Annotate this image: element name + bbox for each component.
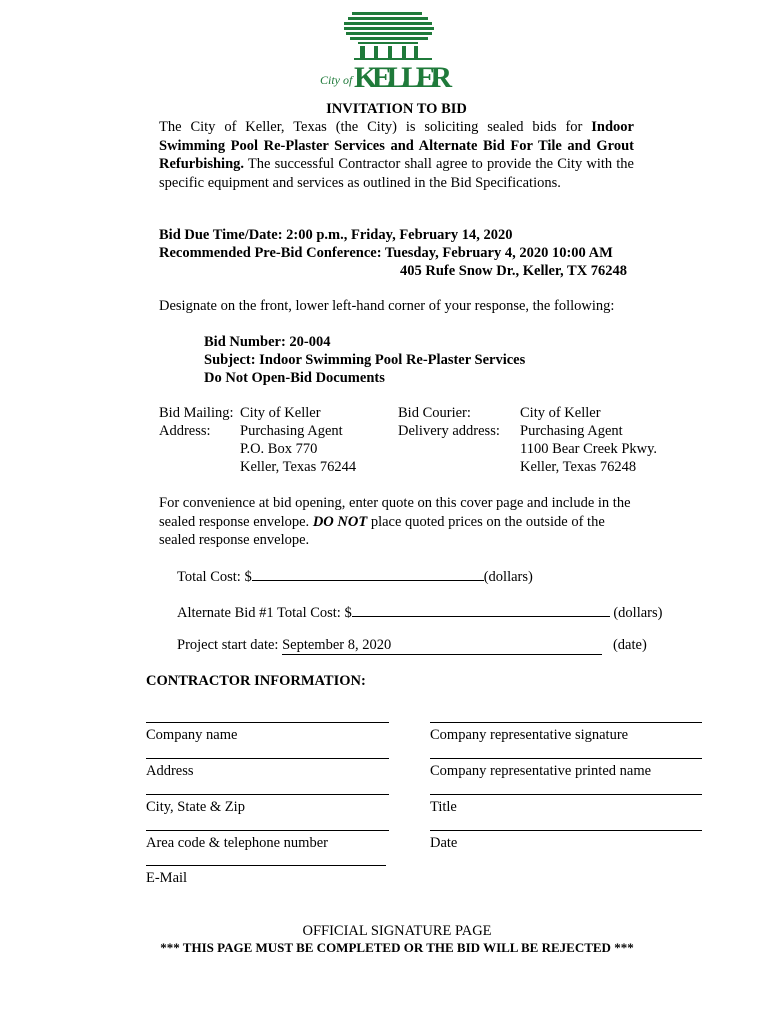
courier-label-1: Bid Courier: — [398, 405, 471, 421]
designate-instruction: Designate on the front, lower left-hand corner of your response, the following: — [159, 298, 615, 314]
start-date-label: Project start date: — [177, 637, 283, 653]
do-not-emphasis: DO NOT — [312, 513, 368, 530]
alternate-cost-row — [177, 602, 662, 622]
intro-paragraph — [159, 118, 634, 192]
signature-label: Company representative signature — [430, 727, 629, 743]
contractor-heading: CONTRACTOR INFORMATION: — [146, 673, 366, 689]
prebid-location-line: 405 Rufe Snow Dr., Keller, TX 76248 — [400, 263, 628, 279]
email-label: E-Mail — [146, 870, 188, 886]
intro-text-bold: Indoor Swimming Pool Re-Plaster Services and Alternate Bid For Tile and Grout Refurbishing. — [159, 119, 634, 172]
logo-city-of: City of — [320, 73, 353, 87]
courier-line: Keller, Texas 76248 — [520, 459, 637, 475]
address-line[interactable] — [146, 758, 389, 759]
rejection-warning: *** THIS PAGE MUST BE COMPLETED OR THE BID WILL BE REJECTED *** — [160, 940, 634, 955]
prebid-conference-line: Recommended Pre-Bid Conference: Tuesday, February 4, 2020 10:00 AM — [159, 245, 613, 261]
mailing-line: Purchasing Agent — [240, 423, 343, 439]
bid-due-line: Bid Due Time/Date: 2:00 p.m., Friday, February 14, 2020 — [159, 227, 513, 243]
intro-text-a: The City of Keller, Texas (the City) is soliciting sealed bids for — [159, 119, 592, 135]
do-not-open-notice: Do Not Open-Bid Documents — [204, 370, 385, 386]
telephone-line[interactable] — [146, 830, 389, 831]
address-label: Address — [146, 763, 194, 779]
logo-keller: KELLER — [354, 61, 452, 92]
intro-text-c: The successful Contractor shall agree to provide the City with the specific equipment and services as outlined in the Bid Specifications. — [159, 156, 634, 191]
date-line[interactable] — [430, 830, 702, 831]
date-label: Date — [430, 835, 458, 851]
start-date-field[interactable] — [282, 637, 602, 655]
bid-number: Bid Number: 20-004 — [204, 334, 331, 350]
courier-line: 1100 Bear Creek Pkwy. — [520, 441, 658, 457]
email-line[interactable] — [146, 865, 386, 866]
mailing-line: City of Keller — [240, 405, 321, 421]
document-title: INVITATION TO BID — [326, 101, 467, 117]
courier-label-2: Delivery address: — [398, 423, 500, 439]
start-date-row — [177, 637, 647, 655]
convenience-text-a: For convenience at bid opening, enter quote on this cover page and include in the sealed response envelope. — [159, 495, 631, 530]
alternate-cost-label: Alternate Bid #1 Total Cost: $ — [177, 605, 352, 621]
mailing-line: P.O. Box 770 — [240, 441, 318, 457]
city-state-zip-label: City, State & Zip — [146, 799, 245, 815]
printed-name-line[interactable] — [430, 758, 702, 759]
start-date-value: September 8, 2020 — [282, 637, 392, 653]
total-cost-label: Total Cost: $ — [177, 569, 252, 585]
company-name-label: Company name — [146, 727, 238, 743]
alternate-cost-unit: (dollars) — [613, 605, 663, 621]
telephone-label: Area code & telephone number — [146, 835, 328, 851]
total-cost-unit: (dollars) — [483, 569, 533, 585]
convenience-text-c: place quoted prices on the outside of the sealed response envelope. — [159, 513, 605, 548]
mailing-label-2: Address: — [159, 423, 211, 439]
mailing-label-1: Bid Mailing: — [159, 405, 234, 421]
official-signature-page: OFFICIAL SIGNATURE PAGE — [302, 923, 492, 939]
signature-line[interactable] — [430, 722, 702, 723]
start-date-unit: (date) — [612, 637, 647, 653]
bid-subject: Subject: Indoor Swimming Pool Re-Plaster Services — [204, 352, 526, 368]
convenience-paragraph — [159, 494, 639, 550]
total-cost-row — [177, 566, 533, 586]
total-cost-field[interactable] — [252, 566, 484, 581]
courier-line: City of Keller — [520, 405, 601, 421]
city-state-zip-line[interactable] — [146, 794, 389, 795]
company-name-line[interactable] — [146, 722, 389, 723]
courier-line: Purchasing Agent — [520, 423, 623, 439]
mailing-line: Keller, Texas 76244 — [240, 459, 357, 475]
title-line[interactable] — [430, 794, 702, 795]
city-of-keller-logo — [318, 8, 454, 92]
alternate-cost-field[interactable] — [352, 602, 610, 617]
title-label: Title — [430, 799, 457, 815]
printed-name-label: Company representative printed name — [430, 763, 652, 779]
